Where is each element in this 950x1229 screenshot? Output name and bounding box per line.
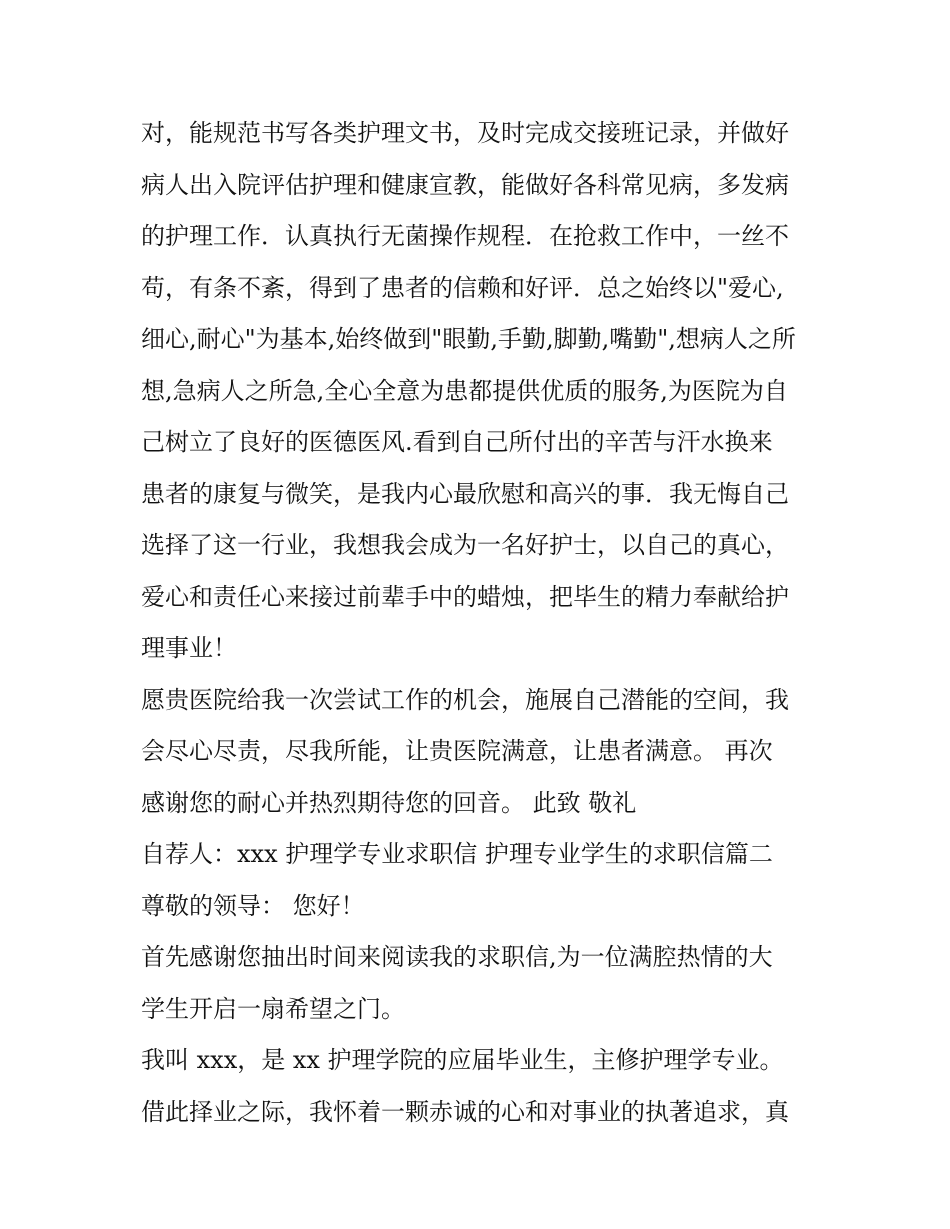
- text-line: 愿贵医院给我一次尝试工作的机会，施展自己潜能的空间，我: [141, 685, 789, 714]
- text-line: 会尽心尽责，尽我所能，让贵医院满意，让患者满意。 再次: [141, 737, 773, 765]
- text-line: 选择了这一行业，我想我会成为一名好护士，以自己的真心，: [141, 531, 789, 559]
- text-line: 学生开启一扇希望之门。: [141, 994, 405, 1023]
- text-line: 首先感谢您抽出时间来阅读我的求职信,为一位满腔热情的大: [141, 943, 773, 971]
- text-line: 对，能规范书写各类护理文书，及时完成交接班记录，并做好: [141, 119, 789, 147]
- text-line: 细心,耐心"为基本,始终做到"眼勤,手勤,脚勤,嘴勤",想病人之所: [141, 325, 796, 353]
- text-line: 的护理工作．认真执行无菌操作规程．在抢救工作中，一丝不: [141, 222, 789, 250]
- text-line: 自荐人：xxx 护理学专业求职信 护理专业学生的求职信篇二: [141, 840, 773, 868]
- text-line: 理事业！: [141, 634, 237, 662]
- text-line: 尊敬的领导： 您好！: [141, 891, 365, 920]
- text-line: 苟，有条不紊，得到了患者的信赖和好评．总之始终以"爱心,: [141, 273, 784, 302]
- text-line: 己树立了良好的医德医风.看到自己所付出的辛苦与汗水换来: [141, 428, 773, 456]
- text-line: 患者的康复与微笑，是我内心最欣慰和高兴的事．我无悔自己: [141, 479, 789, 508]
- text-line: 感谢您的耐心并热烈期待您的回音。 此致 敬礼: [141, 788, 637, 817]
- text-line: 病人出入院评估护理和健康宣教，能做好各科常见病，多发病: [141, 170, 789, 199]
- text-line: 想,急病人之所急,全心全意为患都提供优质的服务,为医院为自: [141, 376, 788, 405]
- text-line: 我叫 xxx，是 xx 护理学院的应届毕业生，主修护理学专业。: [141, 1046, 784, 1074]
- body-text: [141, 108, 831, 1138]
- text-line: 借此择业之际，我怀着一颗赤诚的心和对事业的执著追求，真: [141, 1097, 789, 1126]
- text-line: 爱心和责任心来接过前辈手中的蜡烛，把毕生的精力奉献给护: [141, 582, 789, 611]
